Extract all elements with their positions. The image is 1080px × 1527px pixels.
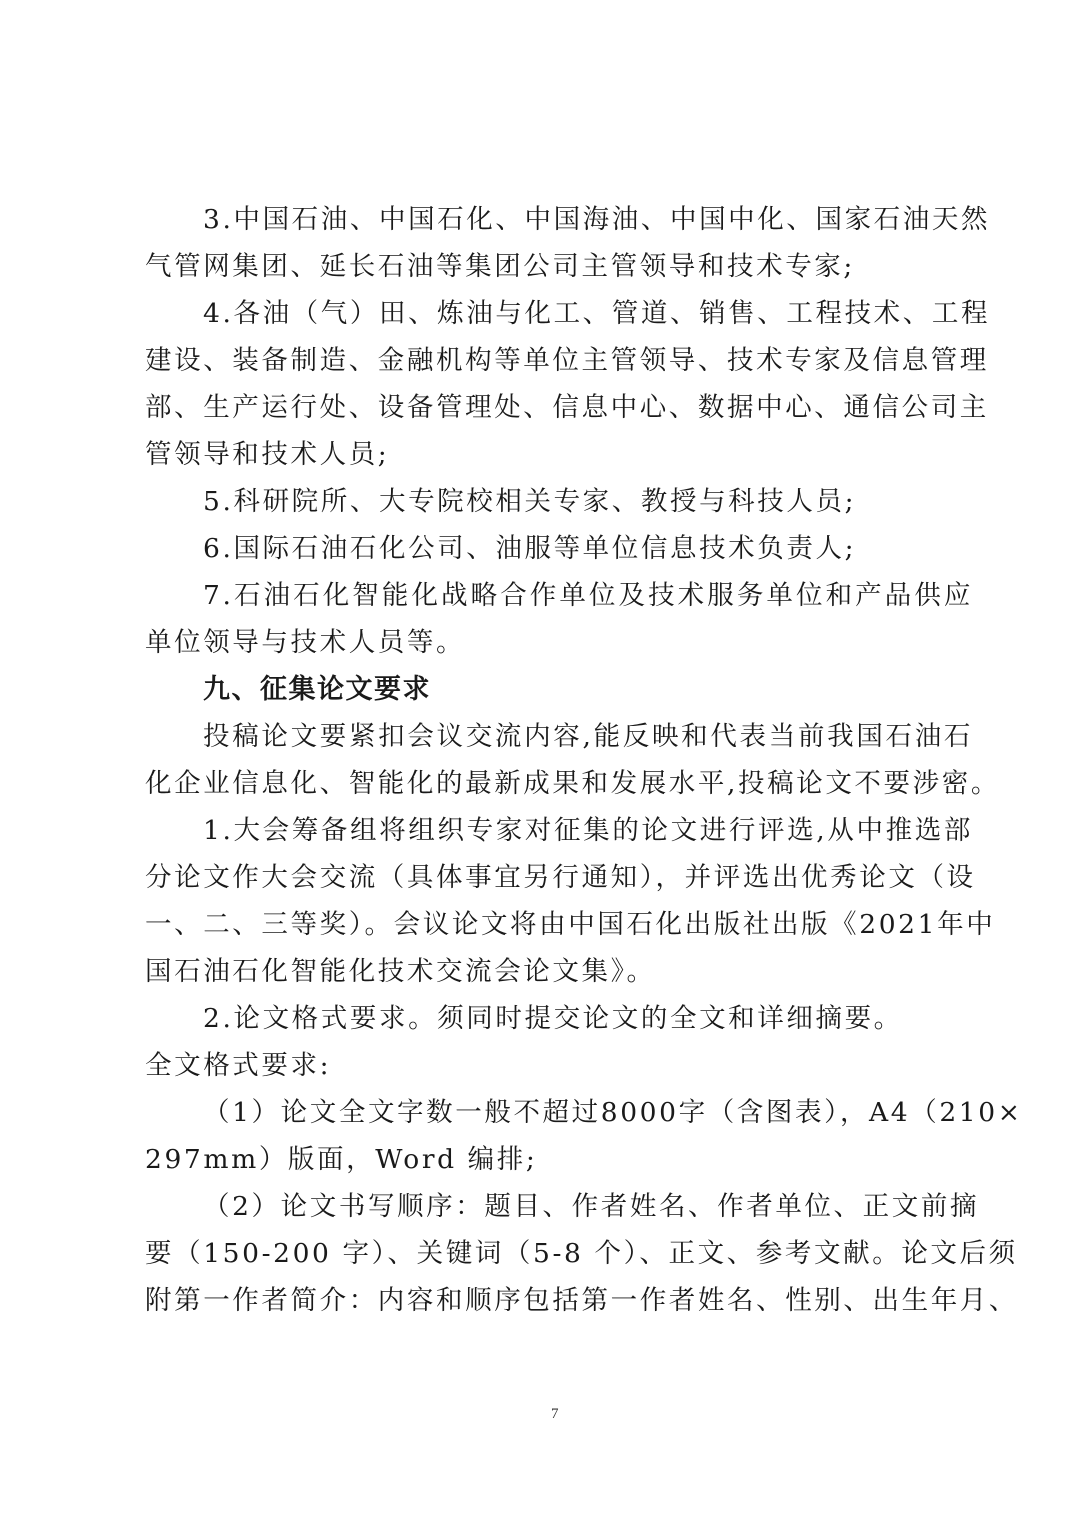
- document-page: [145, 196, 1023, 1324]
- text-line: 一、二、三等奖）。会议论文将由中国石化出版社出版《2021年中: [145, 909, 996, 940]
- list-item-4: [145, 290, 991, 478]
- format-subpoint-1: [145, 1089, 1023, 1183]
- text-line: 分论文作大会交流（具体事宜另行通知），并评选出优秀论文（设: [145, 862, 976, 893]
- text-line: 7.石油石化智能化战略合作单位及技术服务单位和产品供应: [203, 580, 973, 611]
- text-line: 国石油石化智能化技术交流会论文集》。: [145, 956, 656, 987]
- text-line: 1.大会筹备组将组织专家对征集的论文进行评选,从中推选部: [203, 815, 973, 846]
- text-line: 297mm）版面，Word 编排;: [145, 1144, 538, 1175]
- text-line: 要（150-200 字）、关键词（5-8 个）、正文、参考文献。论文后须: [145, 1238, 1018, 1269]
- text-line: 建设、装备制造、金融机构等单位主管领导、技术专家及信息管理: [145, 345, 989, 376]
- section-heading: 九、征集论文要求: [203, 674, 431, 705]
- text-line: 3.中国石油、中国石化、中国海油、中国中化、国家石油天然: [203, 204, 991, 235]
- text-line: 5.科研院所、大专院校相关专家、教授与科技人员;: [203, 486, 857, 517]
- format-requirements-label: 全文格式要求:: [145, 1050, 332, 1081]
- text-line: （1）论文全文字数一般不超过8000字（含图表），A4（210×: [203, 1097, 1023, 1128]
- text-line: 单位领导与技术人员等。: [145, 627, 466, 658]
- list-item-5: [145, 478, 973, 525]
- text-line: 化企业信息化、智能化的最新成果和发展水平,投稿论文不要涉密。: [145, 768, 1000, 799]
- text-line: （2）论文书写顺序：题目、作者姓名、作者单位、正文前摘: [203, 1191, 980, 1222]
- text-line: 4.各油（气）田、炼油与化工、管道、销售、工程技术、工程: [203, 298, 991, 329]
- text-line: 气管网集团、延长石油等集团公司主管领导和技术专家;: [145, 251, 855, 282]
- format-subpoint-2: [145, 1183, 1018, 1324]
- text-line: 投稿论文要紧扣会议交流内容,能反映和代表当前我国石油石: [203, 721, 973, 752]
- text-line: 管领导和技术人员;: [145, 439, 390, 470]
- text-line: 6.国际石油石化公司、油服等单位信息技术负责人;: [203, 533, 857, 564]
- section-intro-paragraph: [145, 713, 1000, 807]
- requirement-point-1: [145, 807, 996, 995]
- text-line: 2.论文格式要求。须同时提交论文的全文和详细摘要。: [203, 1003, 903, 1034]
- list-item-6: [145, 525, 973, 572]
- list-item-3: [145, 196, 991, 290]
- list-item-7: [145, 572, 973, 666]
- requirement-point-2: [145, 995, 973, 1042]
- text-line: 附第一作者简介：内容和顺序包括第一作者姓名、性别、出生年月、: [145, 1285, 1018, 1316]
- text-line: 部、生产运行处、设备管理处、信息中心、数据中心、通信公司主: [145, 392, 989, 423]
- page-number: 7: [551, 1406, 559, 1422]
